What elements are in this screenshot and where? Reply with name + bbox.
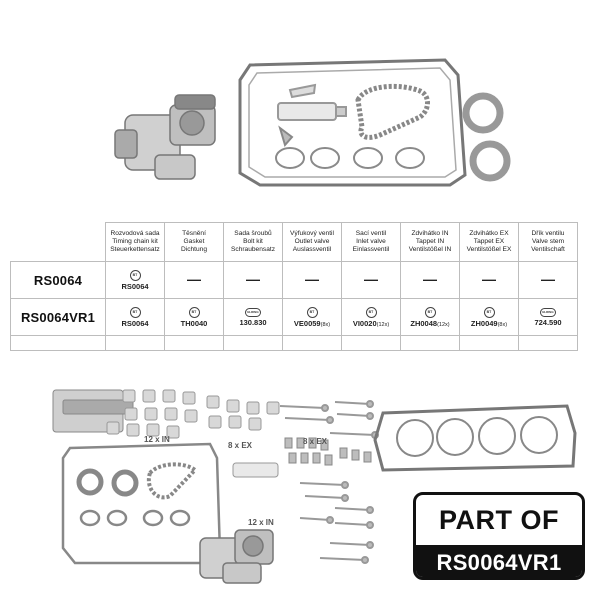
table-row bbox=[11, 336, 578, 351]
table-cell bbox=[283, 336, 342, 351]
kit-code: RS0064VR1 bbox=[11, 299, 106, 336]
table-cell bbox=[460, 299, 519, 336]
not-included-dash: — bbox=[364, 271, 378, 287]
not-included-dash: — bbox=[482, 271, 496, 287]
brand-logo-icon: ELRING bbox=[245, 308, 261, 317]
brand-logo-icon: BT bbox=[189, 307, 200, 318]
table-cell bbox=[165, 262, 224, 299]
column-header: Těsnění Gasket Dichtung bbox=[165, 223, 224, 262]
table-cell bbox=[460, 336, 519, 351]
quantity-label: 12 x IN bbox=[144, 435, 170, 444]
table-cell bbox=[519, 336, 578, 351]
column-header: Dřík ventilu Valve stem Ventilschaft bbox=[519, 223, 578, 262]
part-of-badge bbox=[413, 492, 585, 580]
table-cell bbox=[519, 262, 578, 299]
part-number: 130.830 bbox=[239, 317, 267, 327]
part-number: VE0059(8x) bbox=[293, 318, 331, 328]
table-cell bbox=[283, 299, 342, 336]
part-number: RS0064 bbox=[121, 281, 149, 291]
column-header: Rozvodová sada Timing chain kit Steuerkettensatz bbox=[106, 223, 165, 262]
brand-logo-icon: BT bbox=[307, 307, 318, 318]
part-of-label: PART OF bbox=[439, 504, 559, 535]
table-cell bbox=[224, 262, 283, 299]
table-cell bbox=[283, 262, 342, 299]
kit-contents-table bbox=[10, 222, 578, 351]
column-header: Sací ventil Inlet valve Einlassventil bbox=[342, 223, 401, 262]
table-cell bbox=[106, 299, 165, 336]
quantity-label: 8 x EX bbox=[228, 441, 253, 450]
quantity-label: 8 x EX bbox=[303, 437, 328, 446]
parent-kit-code: RS0064VR1 bbox=[416, 545, 582, 580]
table-cell bbox=[401, 336, 460, 351]
table-cell bbox=[224, 336, 283, 351]
table-corner bbox=[11, 223, 106, 262]
table-cell bbox=[165, 336, 224, 351]
not-included-dash: — bbox=[541, 271, 555, 287]
table-row bbox=[11, 262, 578, 299]
table-cell bbox=[106, 336, 165, 351]
not-included-dash: — bbox=[187, 271, 201, 287]
part-number: ZH0048(12x) bbox=[410, 318, 450, 328]
column-header: Zdvihátko IN Tappet IN Ventilstößel IN bbox=[401, 223, 460, 262]
table-cell bbox=[342, 299, 401, 336]
table-cell bbox=[401, 299, 460, 336]
brand-logo-icon: BT bbox=[425, 307, 436, 318]
quantity-label: 12 x IN bbox=[248, 518, 274, 527]
brand-logo-icon: BT bbox=[130, 307, 141, 318]
part-number: ZH0049(8x) bbox=[470, 318, 508, 328]
table-cell bbox=[11, 336, 106, 351]
column-header: Zdvihátko EX Tappet EX Ventilstößel EX bbox=[460, 223, 519, 262]
part-number: RS0064 bbox=[121, 318, 149, 328]
column-header: Sada šroubů Bolt kit Schraubensatz bbox=[224, 223, 283, 262]
table-header-row bbox=[11, 223, 578, 262]
table-cell bbox=[106, 262, 165, 299]
brand-logo-icon: ELRING bbox=[540, 308, 556, 317]
brand-logo-icon: BT bbox=[130, 270, 141, 281]
brand-logo-icon: BT bbox=[484, 307, 495, 318]
column-header: Výfukový ventil Outlet valve Auslassventil bbox=[283, 223, 342, 262]
table-cell bbox=[460, 262, 519, 299]
part-number: TH0040 bbox=[180, 318, 208, 328]
table-cell bbox=[342, 336, 401, 351]
part-number: VI0020(12x) bbox=[352, 318, 390, 328]
timing-chain-kit-illustration bbox=[100, 55, 530, 215]
table-cell bbox=[519, 299, 578, 336]
not-included-dash: — bbox=[423, 271, 437, 287]
not-included-dash: — bbox=[246, 271, 260, 287]
kit-code: RS0064 bbox=[11, 262, 106, 299]
table-cell bbox=[224, 299, 283, 336]
table-cell bbox=[165, 299, 224, 336]
table-cell bbox=[342, 262, 401, 299]
brand-logo-icon: BT bbox=[366, 307, 377, 318]
table-cell bbox=[401, 262, 460, 299]
table-row bbox=[11, 299, 578, 336]
part-number: 724.590 bbox=[534, 317, 562, 327]
not-included-dash: — bbox=[305, 271, 319, 287]
